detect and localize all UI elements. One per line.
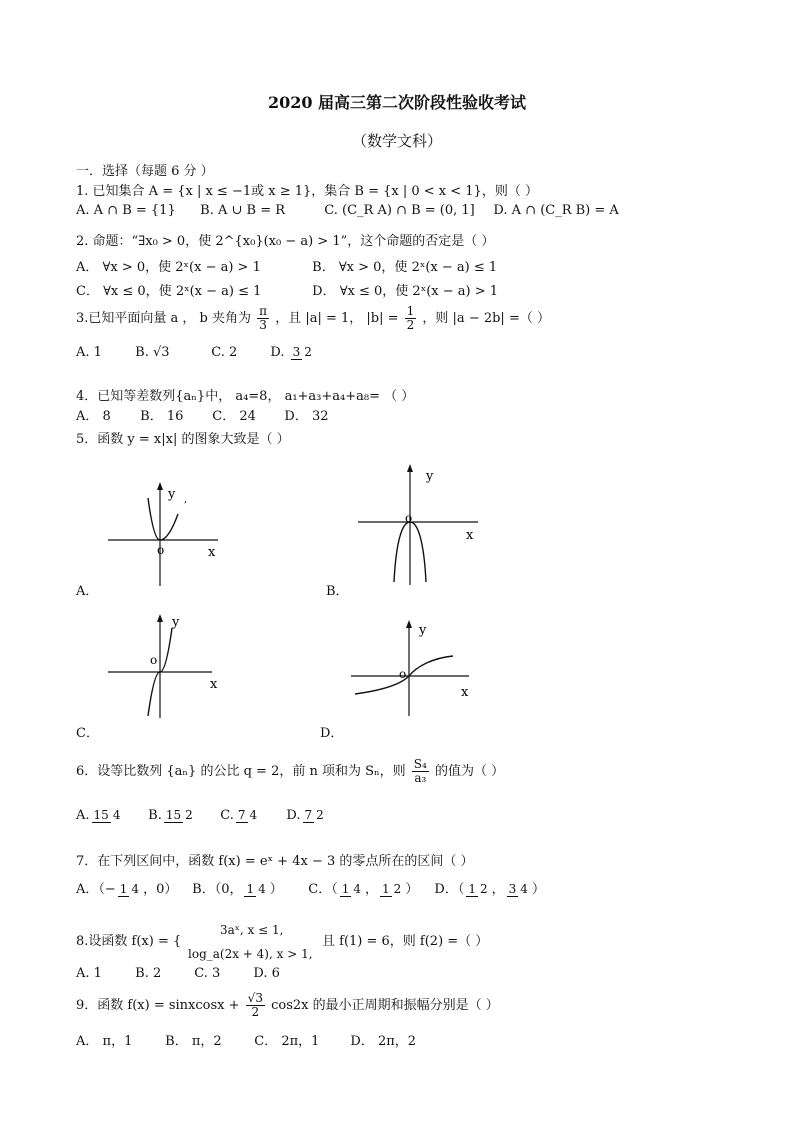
q3-option-c: C. 2 (211, 345, 238, 360)
q6-option-b-label: B. (148, 808, 162, 823)
q6-option-b (148, 808, 216, 823)
q3-stem (76, 305, 550, 332)
q5-graph-c-y-label: y (172, 615, 180, 630)
q8-option-d: D. 6 (253, 966, 280, 981)
q7-option-c-num2: 1 (382, 881, 390, 896)
q6-stem-part-b: 的值为（ ） (434, 764, 505, 779)
q5-label-d: D． (320, 726, 344, 741)
q7-option-c-den: 4 (353, 881, 362, 896)
q6-option-d-label: D. (286, 808, 301, 823)
q3-optd-num: 3 (292, 344, 301, 359)
q7-option-d-den2: 4 (520, 881, 528, 896)
q7-option-a-den: 4 (131, 881, 140, 896)
q5-graph-b (350, 462, 490, 587)
q6-option-c-den: 4 (249, 807, 258, 822)
q6-frac-num: S₄ (413, 757, 427, 771)
q3-frac-num: π (259, 304, 268, 318)
q4-option-c: C． 24 (212, 409, 256, 424)
q5-graph-d-origin: o (399, 667, 407, 681)
q7-stem: 7．在下列区间中，函数 f(x) = eˣ + 4x − 3 的零点所在的区间（ ） (76, 854, 474, 869)
q6-fraction (412, 758, 429, 785)
q5-graph-c (100, 612, 230, 722)
q5-graph-b-origin: o (405, 511, 413, 525)
q6-option-c-num: 7 (237, 807, 246, 822)
q9-option-a: A． π，1 (76, 1034, 133, 1049)
q5-graph-a-x-label: x (208, 545, 216, 560)
q6-option-b-num: 15 (165, 807, 182, 822)
q3-stem-part-a: 3.已知平面向量 a ， b 夹角为 (76, 311, 252, 326)
q9-option-d: D． 2π，2 (350, 1034, 417, 1049)
q3-stem-part-c: ，则 |a − 2b| =（ ） (422, 311, 550, 326)
q7-option-a-label: A．（− (76, 882, 116, 897)
q7-option-a (76, 878, 188, 897)
q9-option-b: B． π，2 (165, 1034, 222, 1049)
q5-graph-a-y-label: y (168, 487, 176, 502)
q9-option-c: C． 2π，1 (254, 1034, 320, 1049)
q8-stem-part-b: 且 f(1) = 6，则 f(2) =（ ） (322, 934, 489, 949)
q6-frac-den: a₃ (414, 771, 427, 785)
q7-option-b-tail: ） (269, 882, 283, 897)
q1-option-d: D. A ∩ (C_R B) = A (493, 203, 619, 218)
q9-frac-den: 2 (251, 1005, 260, 1019)
q8-options (76, 966, 280, 981)
q7-option-b-den: 4 (258, 881, 266, 896)
q2-option-a: A． ∀x > 0，使 2ˣ(x − a) > 1 (76, 260, 261, 275)
q5-graph-a-curve (148, 498, 178, 540)
q5-label-b: B． (326, 584, 349, 599)
q7-option-c-tail: ） (405, 882, 419, 897)
q5-graph-d-x-label: x (461, 685, 469, 700)
q9-fraction (246, 992, 265, 1019)
q5-label-a: A． (76, 584, 99, 599)
q6-stem (76, 758, 504, 785)
q7-option-a-num: 1 (119, 881, 128, 896)
q3-options (76, 345, 316, 360)
q7-option-c-label: C．（ (308, 882, 338, 897)
q5-graph-c-x-label: x (210, 677, 218, 692)
q3-frac2-den: 2 (406, 318, 415, 332)
q7-option-c-mid: ， (365, 882, 379, 897)
q7-option-b-label: B．（0， (192, 882, 243, 897)
q3-frac-den: 3 (259, 318, 267, 332)
q7-option-c (308, 878, 430, 897)
q5-graph-a-arrow (157, 482, 163, 490)
q1-option-b: B. A ∪ B = R (200, 203, 286, 218)
q5-graph-c-origin: o (150, 653, 158, 667)
q5-label-c: C． (76, 726, 99, 741)
q3-option-d-fraction (291, 346, 314, 360)
section-heading: 一．选择（每题 6 分 ） (76, 164, 214, 179)
q4-options (76, 405, 329, 424)
q6-option-a (76, 808, 144, 823)
q5-graph-b-arrow (407, 464, 413, 472)
q8-case-1: 3aˣ, x ≤ 1, (220, 923, 284, 937)
q9-options (76, 1030, 416, 1049)
q7-option-d (434, 878, 545, 897)
q3-option-a: A. 1 (76, 345, 102, 360)
q3-stem-part-b: ，且 |a| = 1， |b| = (275, 311, 399, 326)
q2-options-row2 (76, 280, 498, 299)
q9-stem-part-a: 9．函数 f(x) = sinxcosx + (76, 998, 240, 1013)
q6-option-d-num: 7 (304, 807, 313, 822)
q6-options (76, 808, 328, 823)
q5-graph-d (345, 618, 485, 718)
q6-option-c (220, 808, 282, 823)
q7-option-d-num2: 3 (508, 881, 517, 896)
q5-graph-d-arrow (406, 620, 412, 628)
q1-option-c: C. (C_R A) ∩ B = (0, 1] (324, 203, 475, 218)
q8-option-c: C. 3 (194, 966, 221, 981)
exam-subtitle: （数学文科） (351, 132, 442, 150)
q7-option-d-label: D．（ (434, 882, 465, 897)
q5-graph-b-x-label: x (466, 528, 474, 543)
q8-piecewise-cases (188, 918, 313, 966)
q6-option-a-label: A. (76, 808, 90, 823)
q4-option-a: A． 8 (76, 409, 111, 424)
q1-options (76, 203, 619, 218)
q9-frac-num: √3 (247, 991, 263, 1005)
q2-option-c: C． ∀x ≤ 0，使 2ˣ(x − a) ≤ 1 (76, 284, 262, 299)
q4-option-b: B． 16 (140, 409, 184, 424)
q7-option-d-mid: ， (491, 882, 505, 897)
q3-frac2-num: 1 (406, 304, 415, 318)
q3-fraction-angle (257, 305, 269, 332)
q8-stem-part-a: 8.设函数 f(x) = { (76, 934, 182, 949)
q8-option-a: A. 1 (76, 966, 102, 981)
q5-graph-c-arrow (157, 614, 163, 622)
q9-stem-part-b: cos2x 的最小正周期和振幅分别是（ ） (271, 998, 499, 1013)
q5-graph-a-origin: o (157, 543, 165, 557)
exam-title: 2020 届高三第二次阶段性验收考试 (267, 93, 527, 112)
q5-graph-b-y-label: y (426, 469, 434, 484)
q5-graph-a (100, 478, 230, 588)
q2-options-row1 (76, 256, 497, 275)
q9-stem (76, 992, 499, 1019)
q3-optd-den: 2 (304, 344, 312, 359)
q2-option-d: D． ∀x ≤ 0，使 2ˣ(x − a) > 1 (312, 284, 499, 299)
q8-option-b: B. 2 (135, 966, 162, 981)
q7-option-d-tail: ） (531, 882, 545, 897)
q3-option-b: B. √3 (135, 345, 170, 360)
q7-options (76, 878, 545, 897)
q6-option-d (286, 808, 327, 823)
q6-option-b-den: 2 (185, 807, 193, 822)
q3-option-d: D. (270, 345, 285, 360)
q5-graph-d-y-label: y (419, 623, 427, 638)
q7-option-b (192, 878, 304, 897)
q7-option-c-den2: 2 (393, 881, 402, 896)
q6-stem-part-a: 6．设等比数列 {aₙ} 的公比 q = 2，前 n 项和为 Sₙ，则 (76, 764, 406, 779)
q7-option-d-den: 2 (480, 881, 488, 896)
q2-option-b: B． ∀x > 0，使 2ˣ(x − a) ≤ 1 (312, 260, 498, 275)
q4-stem: 4．已知等差数列{aₙ}中， a₄=8， a₁+a₃+a₄+a₈= （ ） (76, 389, 415, 404)
q6-option-a-den: 4 (112, 807, 121, 822)
q7-option-d-num: 1 (468, 881, 476, 896)
q5-graph-a-stray-mark: , (184, 494, 188, 505)
q1-stem: 1. 已知集合 A = {x | x ≤ −1或 x ≥ 1}，集合 B = {x | 0 < x < 1}，则（ ） (76, 184, 538, 199)
q6-option-c-label: C. (220, 808, 234, 823)
q5-stem: 5．函数 y = x|x| 的图象大致是（ ） (76, 432, 290, 447)
q2-stem: 2. 命题：“∃x₀ > 0，使 2^{x₀}(x₀ − a) > 1”，这个命题的否定是（ ） (76, 234, 495, 249)
q8-case-2: log_a(2x + 4), x > 1, (188, 947, 313, 961)
q6-option-d-den: 2 (316, 807, 324, 822)
q1-option-a: A. A ∩ B = {1} (76, 203, 176, 218)
q7-option-b-num: 1 (246, 881, 255, 896)
q4-option-d: D． 32 (284, 409, 329, 424)
q3-fraction-b (405, 305, 417, 332)
q6-option-a-num: 15 (93, 807, 109, 822)
q7-option-c-num: 1 (341, 881, 350, 896)
q7-option-a-tail: ，0） (143, 882, 178, 897)
